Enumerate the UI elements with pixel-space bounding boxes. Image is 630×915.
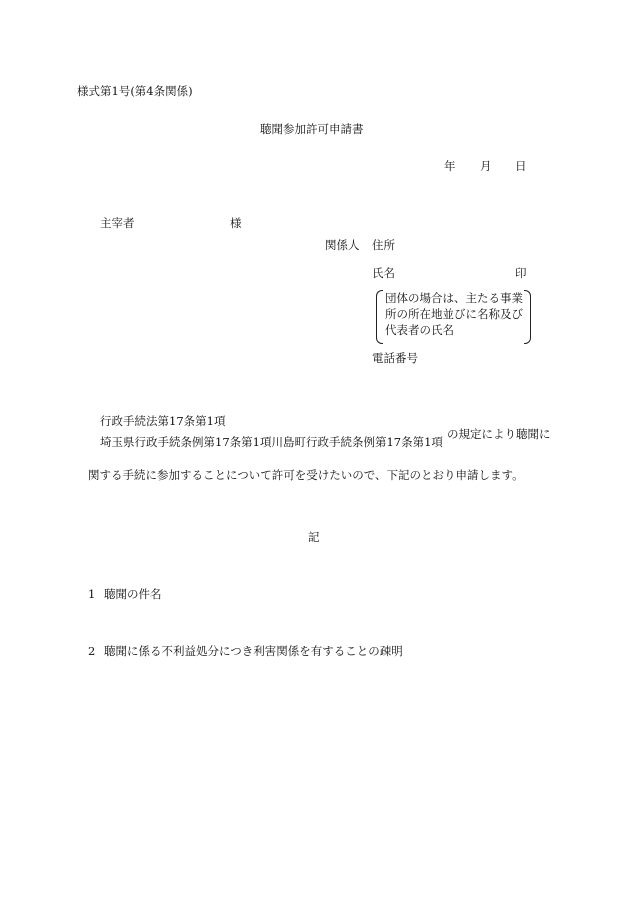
date-month-label: 月: [480, 159, 492, 173]
law-option-local-ordinances: 埼玉県行政手続条例第17条第1項川島町行政手続条例第17条第1項: [100, 435, 443, 449]
document-title: 聴聞参加許可申請書: [260, 122, 364, 136]
seal-label: 印: [515, 266, 527, 280]
law-clause-tail: の規定により聴聞に: [447, 427, 551, 441]
organization-note-line: 代表者の氏名: [385, 323, 454, 337]
addressee-honorific: 様: [230, 216, 242, 230]
item-number: 2: [88, 644, 96, 658]
left-bracket: [376, 290, 383, 344]
address-label: 住所: [372, 238, 395, 252]
record-heading: 記: [308, 530, 320, 544]
phone-label: 電話番号: [372, 351, 418, 365]
addressee-label: 主宰者: [100, 216, 135, 230]
item-number: 1: [88, 587, 96, 601]
organization-note: [376, 290, 531, 342]
right-bracket: [524, 290, 531, 344]
applicant-role-label: 関係人: [325, 238, 360, 252]
item-hearing-subject: 聴聞の件名: [104, 587, 162, 601]
request-statement: 関する手続に参加することについて許可を受けたいので、下記のとおり申請します。: [88, 468, 524, 482]
date-day-label: 日: [515, 159, 527, 173]
item-interest-explanation: 聴聞に係る不利益処分につき利害関係を有することの疎明: [104, 644, 403, 658]
form-number: 様式第1号(第4条関係): [77, 84, 193, 98]
name-label: 氏名: [372, 266, 395, 280]
organization-note-line: 所の所在地並びに名称及び: [385, 307, 523, 321]
organization-note-line: 団体の場合は、主たる事業: [385, 291, 523, 305]
law-option-administrative-procedure-act: 行政手続法第17条第1項: [100, 414, 226, 428]
date-year-label: 年: [444, 159, 456, 173]
